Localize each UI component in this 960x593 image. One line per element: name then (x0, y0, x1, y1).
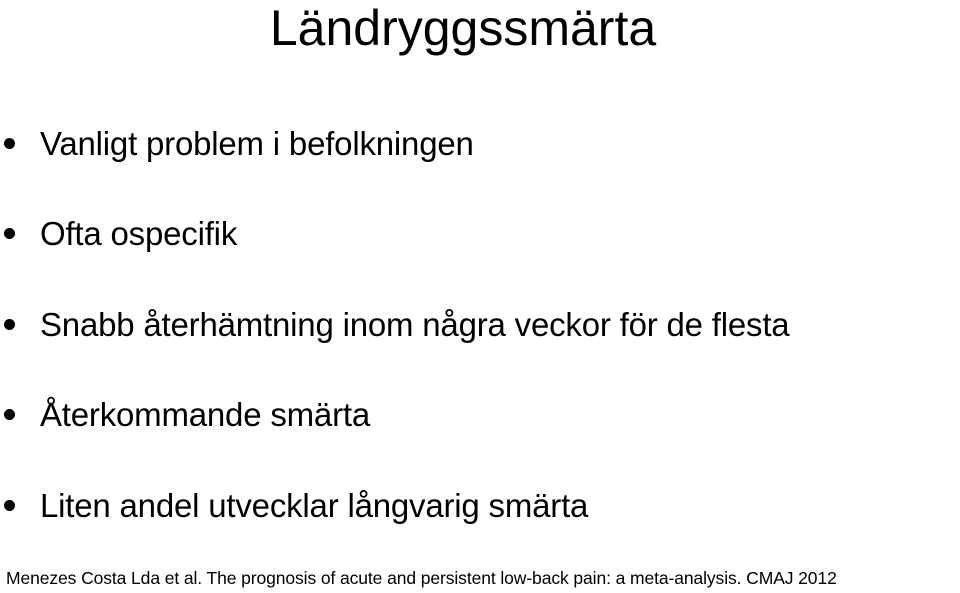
bullet-text: Återkommande smärta (40, 396, 370, 433)
bullet-item (0, 303, 960, 347)
bullet-item (0, 212, 960, 256)
bullet-dot-icon (4, 138, 15, 149)
bullet-item (0, 484, 960, 528)
bullet-text: Ofta ospecifik (40, 215, 238, 252)
reference-footnote: Menezes Costa Lda et al. The prognosis of acute and persistent low-back pain: a meta-analysis. CMAJ 2012 (6, 568, 837, 588)
bullet-text: Snabb återhämtning inom några veckor för de flesta (40, 306, 790, 343)
bullet-dot-icon (4, 319, 15, 330)
bullet-dot-icon (4, 500, 15, 511)
bullet-item (0, 122, 960, 166)
slide-title: Ländryggssmärta (269, 0, 657, 56)
bullet-dot-icon (4, 228, 15, 239)
bullet-text: Liten andel utvecklar långvarig smärta (40, 487, 589, 524)
bullet-item (0, 393, 960, 437)
bullet-text: Vanligt problem i befolkningen (40, 125, 474, 162)
bullet-dot-icon (4, 409, 15, 420)
